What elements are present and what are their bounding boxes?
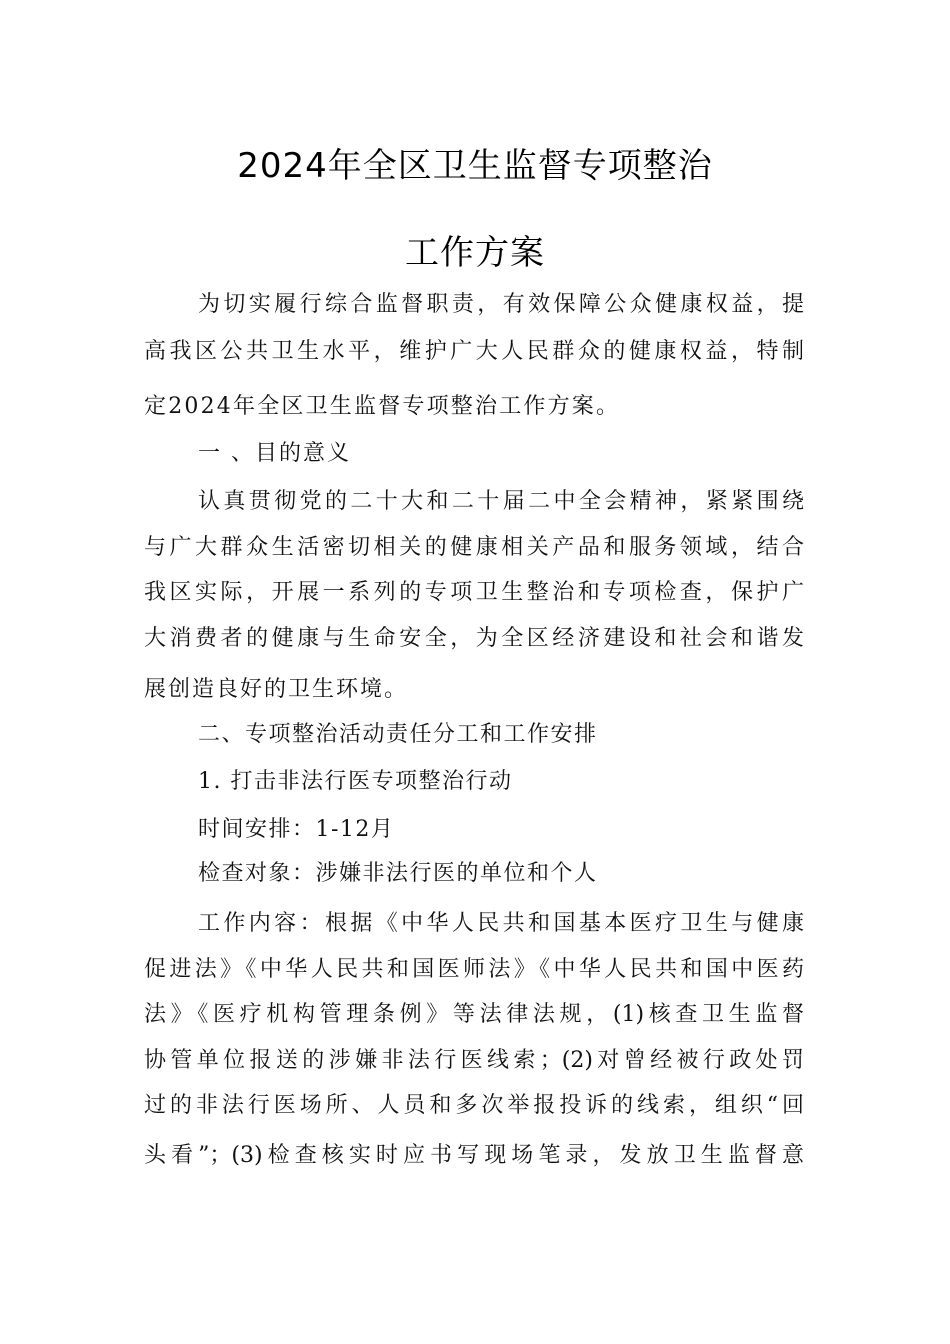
document-title-line-2: 工作方案 <box>405 233 545 273</box>
section-heading: 二、专项整治活动责任分工和工作安排 <box>198 722 598 747</box>
paragraph-line: 大消费者的健康与生命安全，为全区经济建设和社会和谐发 <box>144 626 804 651</box>
document-title-line-1: 2024年全区卫生监督专项整治 <box>237 146 713 186</box>
paragraph-line: 时间安排：1-12月 <box>198 817 395 842</box>
paragraph-line: 与广大群众生活密切相关的健康相关产品和服务领域，结合 <box>144 535 804 560</box>
paragraph-line: 我区实际，开展一系列的专项卫生整治和专项检查，保护广 <box>144 580 804 605</box>
paragraph-line: 为切实履行综合监督职责，有效保障公众健康权益，提 <box>198 292 804 317</box>
paragraph-line: 高我区公共卫生水平，维护广大人民群众的健康权益，特制 <box>144 339 804 364</box>
paragraph-line: 头看”；(3)检查核实时应书写现场笔录，发放卫生监督意 <box>144 1143 804 1168</box>
paragraph-line: 认真贯彻党的二十大和二十届二中全会精神，紧紧围绕 <box>198 489 804 514</box>
paragraph-line: 过的非法行医场所、人员和多次举报投诉的线索，组织“回 <box>144 1093 804 1118</box>
paragraph-line: 协管单位报送的涉嫌非法行医线索；(2)对曾经被行政处罚 <box>144 1048 804 1073</box>
paragraph-line: 检查对象：涉嫌非法行医的单位和个人 <box>198 861 598 886</box>
paragraph-line: 展创造良好的卫生环境。 <box>144 677 409 702</box>
paragraph-line: 促进法》《中华人民共和国医师法》《中华人民共和国中医药 <box>144 957 804 982</box>
paragraph-line: 法》《医疗机构管理条例》等法律法规，(1)核查卫生监督 <box>144 1002 804 1027</box>
subsection-heading: 1. 打击非法行医专项整治行动 <box>198 769 513 794</box>
section-heading: 一 、目的意义 <box>198 441 351 466</box>
paragraph-line: 定2024年全区卫生监督专项整治工作方案。 <box>144 394 621 419</box>
paragraph-line: 工作内容：根据《中华人民共和国基本医疗卫生与健康 <box>198 911 804 936</box>
